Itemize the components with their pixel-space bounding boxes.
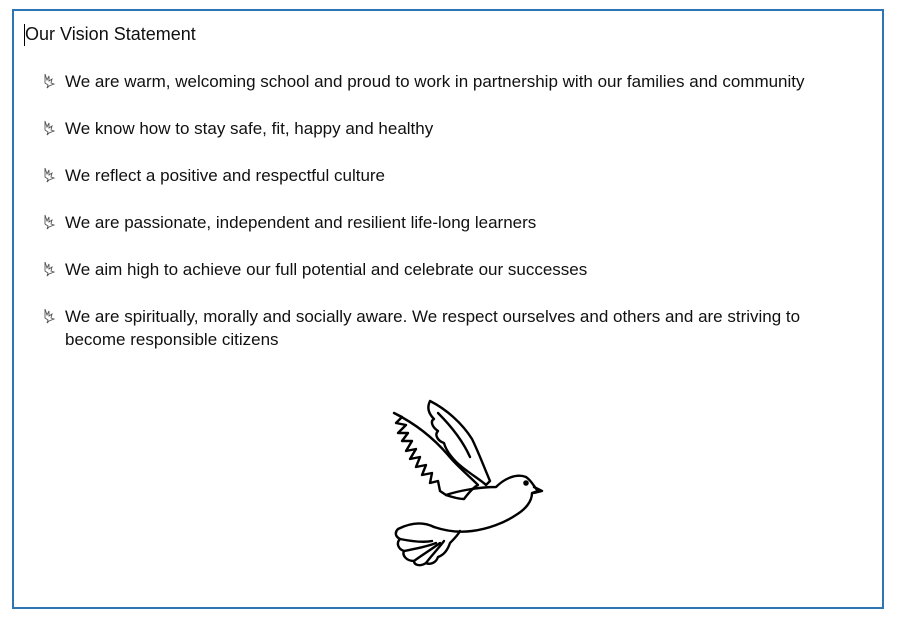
list-item-text: We reflect a positive and respectful culture: [65, 166, 386, 185]
list-item-text: We are warm, welcoming school and proud to work in partnership with our families and community: [65, 72, 805, 91]
list-item-text: We know how to stay safe, fit, happy and healthy: [65, 119, 434, 138]
list-item-text: We are spiritually, morally and socially aware. We respect ourselves and others and are striving to become responsible citizens: [65, 307, 801, 349]
list-item: [42, 117, 842, 140]
page-title: Our Vision Statement: [25, 24, 196, 44]
dove-bullet-icon: [42, 167, 56, 183]
list-item-text: We are passionate, independent and resilient life-long learners: [65, 213, 537, 232]
dove-bullet-icon: [42, 261, 56, 277]
list-item-text: We aim high to achieve our full potential and celebrate our successes: [65, 260, 588, 279]
list-item: [42, 70, 842, 93]
dove-bullet-icon: [42, 214, 56, 230]
dove-bullet-icon: [42, 308, 56, 324]
list-item: [42, 258, 842, 281]
dove-icon: [388, 395, 546, 567]
vision-list: [42, 70, 842, 375]
dove-bullet-icon: [42, 120, 56, 136]
list-item: [42, 211, 842, 234]
list-item: [42, 305, 842, 351]
dove-bullet-icon: [42, 73, 56, 89]
list-item: [42, 164, 842, 187]
